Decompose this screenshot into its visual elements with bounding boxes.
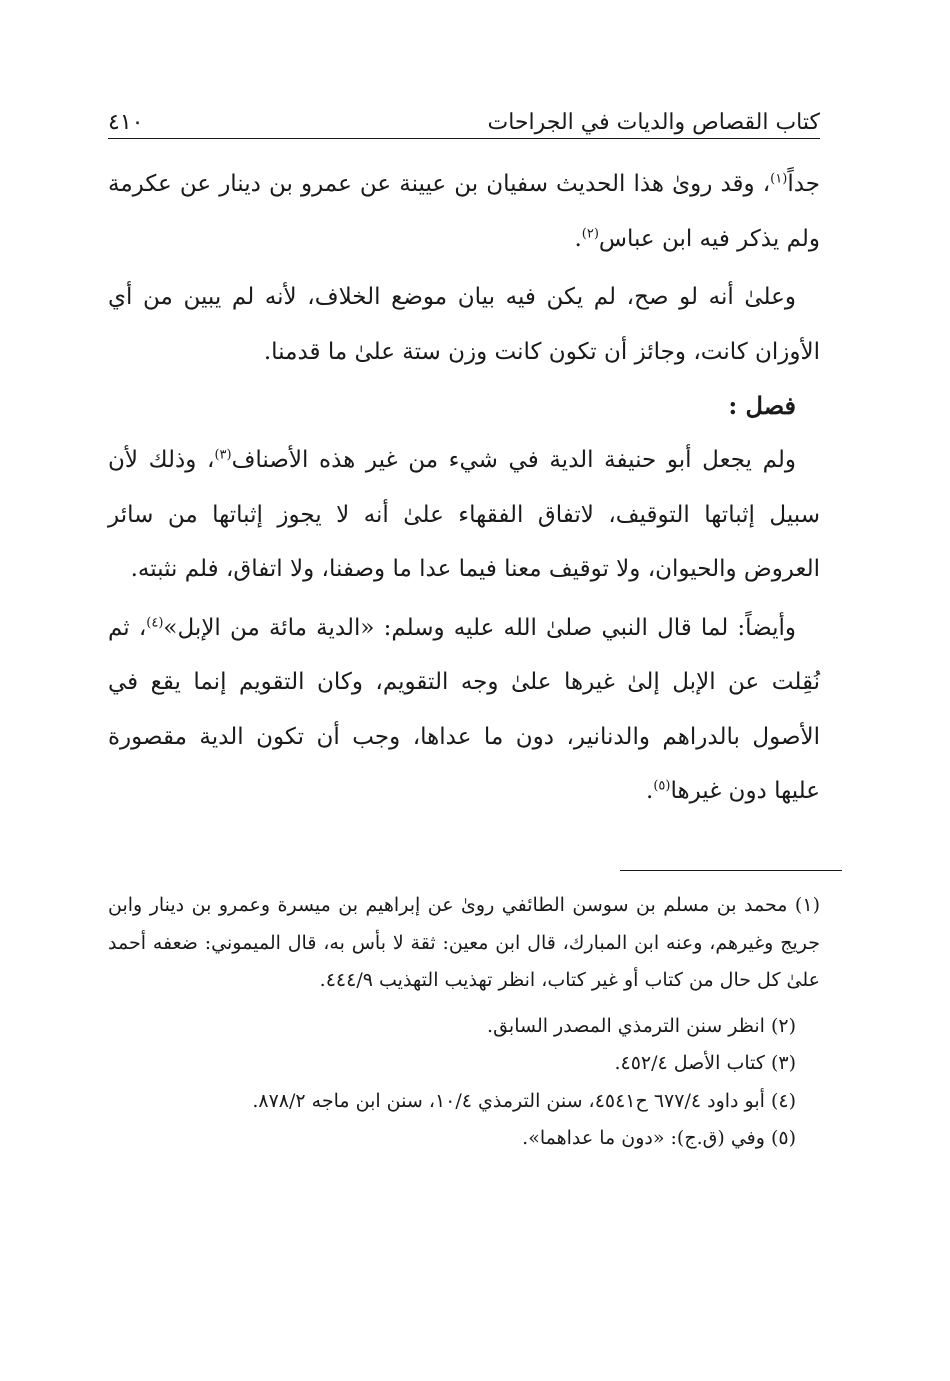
paragraph-4-text-c: .	[646, 778, 654, 804]
footnote-4: (٤) أبو داود ٦٧٧/٤ ح٤٥٤١، سنن الترمذي ١٠/٤، سنن ابن ماجه ٨٧٨/٢.	[252, 1089, 796, 1112]
footnote-5: (٥) وفي (ق.ج): «دون ما عداهما».	[522, 1127, 796, 1149]
paragraph-3	[108, 433, 820, 597]
running-header	[108, 92, 820, 139]
footnote-separator	[620, 870, 842, 871]
paragraph-1-text-a: جداً	[787, 171, 820, 197]
page-number: ٤١٠	[108, 110, 144, 135]
paragraph-3-text-b: ، وذلك لأن سبيل إثباتها التوقيف، لاتفاق الفقهاء علىٰ أنه لا يجوز إثباتها من سائر العروض والحيوان، ولا توقيف معنا فيما عدا ما وصفنا، ولا اتفاق، فلم نثبته.	[108, 447, 820, 582]
paragraph-3-text-a: ولم يجعل أبو حنيفة الدية في شيء من غير هذه الأصناف	[231, 447, 796, 473]
footnote-ref-5: (٥)	[653, 778, 671, 794]
paragraph-4-text-b: ، ثم نُقِلت عن الإبل إلىٰ غيرها علىٰ وجه التقويم، وكان التقويم إنما يقع في الأصول بالدراهم والدنانير، دون ما عداها، وجب أن تكون الدية مقصورة عليها دون غيرها	[108, 614, 820, 804]
footnote-1: (١) محمد بن مسلم بن سوسن الطائفي رویٰ عن إبراهيم بن ميسرة وعمرو بن دينار وابن جريج وغيرهم، وعنه ابن المبارك، قال ابن معين: ثقة لا بأس به، قال الميموني: ضعفه أحمد علىٰ كل حال من كتاب أو غير كتاب، انظر تهذيب التهذيب ٤٤٤/٩.	[108, 894, 820, 991]
section-heading: فصل :	[728, 391, 796, 420]
paragraph-1	[108, 157, 820, 266]
footnote-3: (٣) كتاب الأصل ٤٥٢/٤.	[614, 1052, 796, 1074]
footnote-2: (٢) انظر سنن الترمذي المصدر السابق.	[487, 1014, 796, 1037]
footnote-ref-4: (٤)	[146, 614, 164, 630]
paragraph-4	[108, 601, 820, 819]
footnote-ref-2: (٢)	[581, 225, 599, 241]
paragraph-4-text-a: وأيضاً: لما قال النبي صلىٰ الله عليه وسلم: «الدية مائة من الإبل»	[163, 614, 796, 641]
paragraph-1-text-b: ، وقد رویٰ هذا الحديث سفيان بن عيينة عن عمرو بن دينار عن عكرمة ولم يذكر فيه ابن عباس	[108, 171, 820, 252]
paragraph-1-text-c: .	[574, 225, 582, 252]
page-body	[108, 92, 820, 819]
header-title: كتاب القصاص والديات في الجراحات	[487, 110, 820, 135]
main-text	[108, 157, 820, 819]
footnotes	[108, 887, 820, 1158]
footnote-ref-1: (١)	[770, 171, 788, 187]
paragraph-2: وعلىٰ أنه لو صح، لم يكن فيه بيان موضع الخلاف، لأنه لم يبين من أي الأوزان كانت، وجائز أن تكون كانت وزن ستة علىٰ ما قدمنا.	[108, 284, 820, 365]
footnote-ref-3: (٣)	[214, 447, 232, 463]
